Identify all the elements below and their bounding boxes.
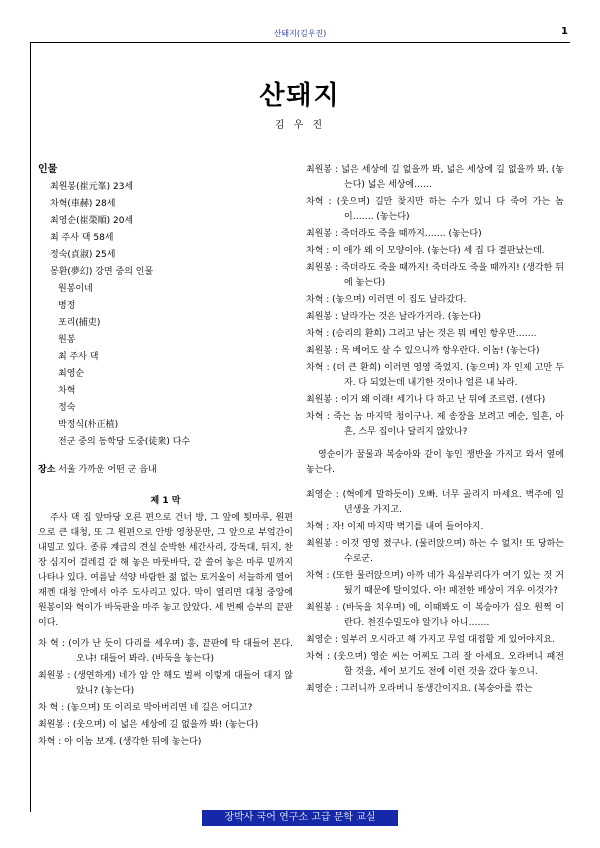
footer-banner: 장박사 국어 연구소 고급 문학 교실 bbox=[202, 810, 398, 826]
dialogue-line: 최원봉 : (바둑을 치우며) 에, 이때봐도 이 복숭아가 십오 원쩍 이란다. 천진수밀도야 알기나 아니……. bbox=[306, 603, 564, 628]
cast-item: 최영순(崔榮順) 20세 bbox=[50, 216, 134, 226]
dialogue-line: 차 혁 : (놓으며) 또 이리로 막아버리면 네 길은 어디고? bbox=[38, 703, 253, 713]
running-title: 산돼지(김우진) bbox=[273, 29, 327, 38]
place-line bbox=[38, 463, 293, 478]
cast-item: 원봉 bbox=[58, 335, 76, 345]
cast-item: 최영순 bbox=[58, 369, 85, 379]
left-column bbox=[38, 162, 293, 752]
cast-item: 정숙 bbox=[58, 403, 76, 413]
author-name: 김 우 진 bbox=[274, 120, 326, 131]
place-label: 장소 bbox=[38, 465, 56, 475]
dialogue-line: 차혁 : 자! 이제 마지막 벽기를 내여 들어야지. bbox=[306, 522, 484, 532]
play-title: 산돼지 bbox=[259, 81, 341, 111]
cast-item: 전군 중의 동학당 도중(徒衆) 다수 bbox=[58, 437, 191, 447]
dialogue-line: 최영순 : 그러니까 오라버니 동생간이지요. (복숭아를 깎는 bbox=[306, 684, 533, 694]
dialogue-line: 차혁 : (웃으며) 영순 씨는 어찌도 그리 잘 아세요. 오라버니 패전할 것을, 세어 보기도 전에 이런 것을 갔다 놓으니. bbox=[306, 652, 564, 677]
cast-item: 병정 bbox=[58, 301, 76, 311]
cast-item: 최원봉(崔元峯) 23세 bbox=[50, 182, 134, 192]
cast-item: 최 주사 댁 58세 bbox=[50, 233, 114, 243]
dialogue-line: 차혁 : (더 큰 환희) 이러면 영영 죽었지. (놓으며) 자 인제 고만 두자. 다 되었는데 내기한 것이나 얼른 내 놔라. bbox=[306, 363, 564, 388]
cast-item: 정숙(貞淑) 25세 bbox=[50, 250, 116, 260]
dialogue-line: 최영순 : (혁에게 말하듯이) 오빠. 너무 골리지 마세요. 벽주에 일년생을 가지고. bbox=[306, 490, 564, 515]
page-number: 1 bbox=[561, 26, 568, 37]
dialogue-line: 최원봉 : 죽더라도 죽을 때까지! 죽더라도 죽을 때까지! (생각한 뒤에 놓는다) bbox=[306, 263, 564, 288]
dialogue-line: 최영순 : 일부러 오시라고 해 가지고 무얼 대접할 게 있어야지요. bbox=[306, 635, 555, 645]
act-heading: 제 1 막 bbox=[150, 496, 181, 506]
dialogue-line: 차혁 : 죽는 놈 마지막 청이구나. 제 송장을 보려고 예순, 일흔, 아흔, 스무 집이나 달리지 않았나? bbox=[306, 412, 564, 437]
dialogue-line: 차혁 : 이 애가 왜 이 모양이야. (놓는다) 세 집 다 결판났는데. bbox=[306, 246, 545, 256]
dialogue-line: 최원봉 : 죽더라도 죽을 때까지……. (놓는다) bbox=[306, 229, 482, 239]
left-dialogue bbox=[38, 637, 293, 750]
dialogue-line: 차 혁 : (이가 난 듯이 다리를 세우며) 흥, 끝판에 탁 대들어 본다. 오냐! 대들어 봐라. (바둑을 놓는다) bbox=[38, 639, 293, 664]
cast-item: 차혁(車赫) 28세 bbox=[50, 199, 116, 209]
running-header bbox=[30, 24, 570, 43]
dialogue-line: 차혁 : (또한 물러앉으며) 아까 네가 욕심부리다가 여기 있는 것 거뒀기 때문에 탈이었다. 아! 패전한 배상이 겨우 이것가? bbox=[306, 571, 564, 596]
dialogue-line: 최원봉 : 이거 왜 이래! 세기나 다 하고 난 뒤에 조르렴. (센다) bbox=[306, 395, 546, 405]
dialogue-line: 최원봉 : 이것 영영 졌구나. (물러앉으며) 하는 수 없지! 또 당하는 수로군. bbox=[306, 539, 564, 564]
dialogue-line: 최원봉 : 날라가는 것은 날라가거라. (놓는다) bbox=[306, 312, 482, 322]
cast-item: 차혁 bbox=[58, 386, 76, 396]
stage-direction: 주사 댁 집 앞마당 오른 편으로 건너 방, 그 앞에 툇마루, 원편으로 큰 대청, 또 그 원편으로 안방 영창문만, 그 앞으로 부엌간이 내밀고 있다. 종류 계급의 견실 순박한 세간사리, 강독대, 뒤지, 찬장 심지어 걸레걸 같 해 놓은 마룻바닥, 같 쓸어 놓은 마루 밑까지 나타나 있다. 여름날 석양 바람한 젊 없는 토거울이 서늘하게 열어 재껜 대청 안에서 아주 도사리고 있다. 막이 열리면 대청 중앙에 원봉이와 혁이가 바둑판을 마주 놓고 앉았다. 세 번째 승부의 끝판이다. bbox=[38, 513, 293, 628]
cast-item: 박정식(朴正植) bbox=[58, 420, 119, 430]
cast-item: 포리(捕吏) bbox=[58, 318, 101, 328]
place-text: 서울 가까운 어떤 군 읍내 bbox=[55, 465, 157, 475]
dialogue-line: 최원봉 : (웃으며) 이 넓은 세상에 길 없을까 봐! (놓는다) bbox=[38, 720, 259, 730]
cast-heading: 인물 bbox=[38, 164, 58, 175]
dialogue-line: 차혁 : (놓으며) 이러면 이 집도 날라갔다. bbox=[306, 295, 467, 305]
dialogue-line: 차혁 : 아 이놈 보게. (생각한 뒤에 놓는다) bbox=[38, 737, 202, 747]
cast-item: 몽환(夢幻) 강면 중의 인물 bbox=[50, 267, 154, 277]
dialogue-line: 최원봉 : (생연하게) 네가 암 안 해도 벌써 이렇게 대들어 대지 않았니? (놓는다) bbox=[38, 671, 293, 696]
right-column bbox=[306, 163, 564, 699]
stage-direction: 영순이가 꿀물과 복숭아와 같이 놓인 쟁반을 가지고 와서 옆에 놓는다. bbox=[306, 450, 564, 475]
margin-rule bbox=[30, 42, 31, 812]
cast-item: 원봉이네 bbox=[58, 284, 93, 294]
dialogue-line: 차혁 : (웃으며) 길만 찾지만 하는 수가 있니 다 죽어 가는 놈이……. (놓는다) bbox=[306, 197, 564, 222]
dialogue-line: 차혁 : (승리의 환희) 그리고 남는 것은 뭐 베인 항우만……. bbox=[306, 329, 537, 339]
cast-list bbox=[38, 179, 293, 451]
dialogue-line: 최원봉 : 넓은 세상에 길 없을까 봐, 넓은 세상에 길 없을까 봐, (놓는다) 넓은 세상에…… bbox=[306, 165, 564, 190]
dialogue-line: 최원봉 : 목 베어도 살 수 있으니까 항우란다. 이놈! (놓는다) bbox=[306, 346, 540, 356]
cast-item: 최 주사 댁 bbox=[58, 352, 99, 362]
